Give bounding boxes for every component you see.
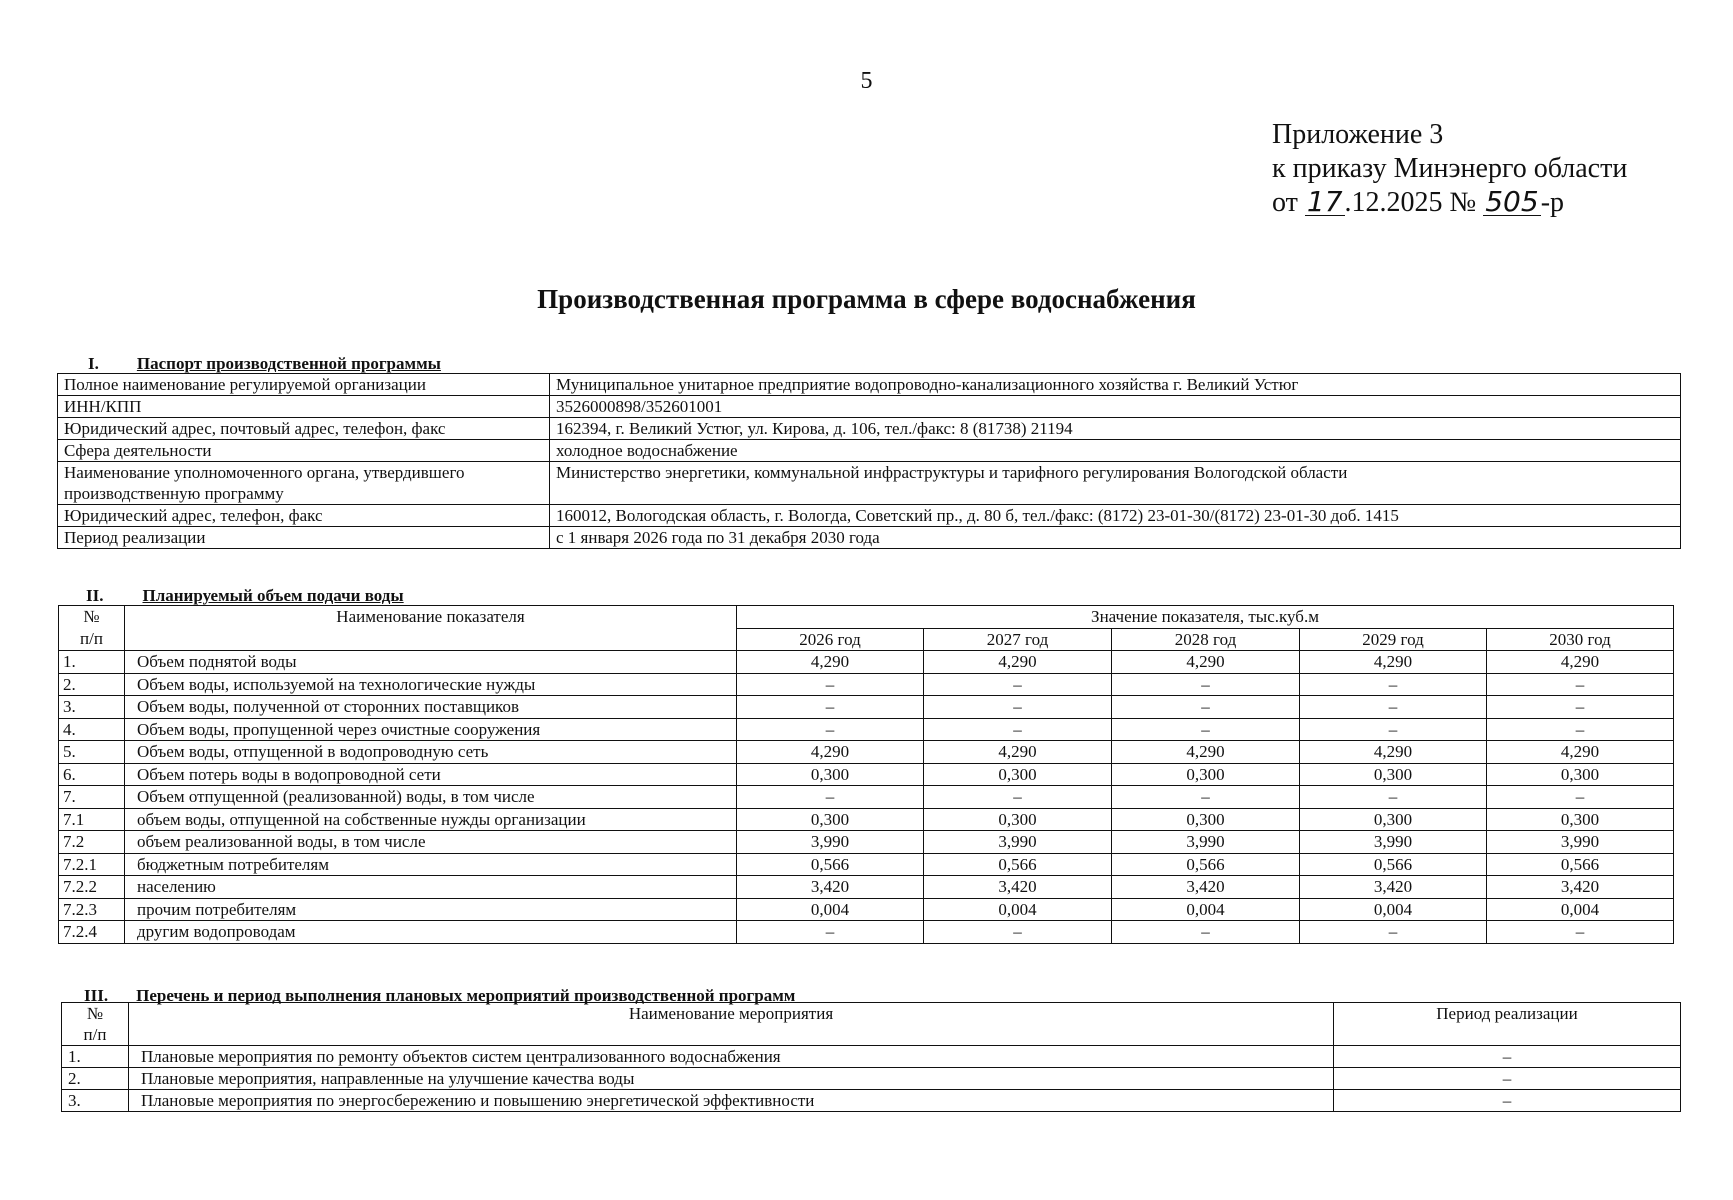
indicator-value: 3,990 — [1487, 831, 1674, 854]
page-number: 5 — [860, 68, 873, 94]
header-period: Период реализации — [1334, 1003, 1681, 1046]
activity-name: Плановые мероприятия по ремонту объектов систем централизованного водоснабжения — [129, 1046, 1334, 1068]
indicator-value: 3,420 — [737, 876, 924, 899]
indicator-name: объем реализованной воды, в том числе — [125, 831, 737, 854]
header-year: 2028 год — [1112, 628, 1300, 651]
row-number: 7. — [59, 786, 125, 809]
indicator-value: – — [1112, 921, 1300, 944]
indicator-value: 4,290 — [1487, 651, 1674, 674]
indicator-value: – — [1112, 673, 1300, 696]
indicator-value: – — [1300, 921, 1487, 944]
indicator-value: 0,300 — [1300, 763, 1487, 786]
section-2-heading — [86, 586, 404, 606]
passport-value: 3526000898/352601001 — [550, 396, 1681, 418]
table-row — [62, 1068, 1681, 1090]
passport-label: Юридический адрес, телефон, факс — [58, 505, 550, 527]
table-header-row — [62, 1003, 1681, 1046]
order-suffix: -р — [1540, 187, 1565, 218]
passport-label: Полное наименование регулируемой организации — [58, 374, 550, 396]
indicator-value: – — [737, 921, 924, 944]
table-header-row — [59, 606, 1674, 629]
indicator-value: 4,290 — [1300, 651, 1487, 674]
indicator-value: – — [1112, 786, 1300, 809]
activities-table — [61, 1002, 1681, 1112]
passport-table-body — [58, 374, 1681, 549]
table-row — [59, 651, 1674, 674]
handwritten-order-number: 505 — [1485, 185, 1539, 218]
indicator-value: 0,300 — [737, 808, 924, 831]
indicator-name: Объем воды, пропущенной через очистные сооружения — [125, 718, 737, 741]
indicator-name: населению — [125, 876, 737, 899]
indicator-value: 0,566 — [1487, 853, 1674, 876]
indicator-value: – — [1112, 718, 1300, 741]
indicator-value: 0,300 — [737, 763, 924, 786]
row-number: 7.2 — [59, 831, 125, 854]
appendix-line-1: Приложение 3 — [1272, 119, 1444, 150]
table-row — [59, 876, 1674, 899]
indicator-name: Объем отпущенной (реализованной) воды, в том числе — [125, 786, 737, 809]
row-number: 2. — [59, 673, 125, 696]
header-number-line-1: № — [86, 1004, 104, 1023]
indicator-value: 0,300 — [1487, 808, 1674, 831]
header-number-line-1: № — [83, 607, 100, 626]
table-row — [59, 898, 1674, 921]
indicator-value: 0,566 — [737, 853, 924, 876]
indicator-value: 0,004 — [737, 898, 924, 921]
table-row — [58, 396, 1681, 418]
appendix-block — [1272, 118, 1627, 220]
section-title: Планируемый объем подачи воды — [142, 586, 404, 605]
section-number: I. — [88, 354, 99, 373]
table-row — [59, 786, 1674, 809]
header-year: 2029 год — [1300, 628, 1487, 651]
indicator-value: – — [924, 718, 1112, 741]
water-volume-table-body — [59, 651, 1674, 944]
header-year: 2026 год — [737, 628, 924, 651]
passport-value: с 1 января 2026 года по 31 декабря 2030 года — [550, 527, 1681, 549]
indicator-name: Объем поднятой воды — [125, 651, 737, 674]
indicator-value: – — [924, 696, 1112, 719]
activity-name: Плановые мероприятия, направленные на улучшение качества воды — [129, 1068, 1334, 1090]
indicator-value: 0,004 — [1112, 898, 1300, 921]
header-indicator-name: Наименование показателя — [125, 606, 737, 651]
table-row — [59, 921, 1674, 944]
row-number: 7.2.4 — [59, 921, 125, 944]
table-row — [59, 696, 1674, 719]
header-number-line-2: п/п — [80, 628, 103, 648]
indicator-value: 4,290 — [1112, 741, 1300, 764]
activity-period: – — [1334, 1090, 1681, 1112]
table-row — [59, 741, 1674, 764]
row-number: 4. — [59, 718, 125, 741]
table-row — [58, 374, 1681, 396]
passport-value: 160012, Вологодская область, г. Вологда, Советский пр., д. 80 б, тел./факс: (8172) 23-01-30/(8172) 23-01-30 доб. 1415 — [550, 505, 1681, 527]
row-number: 2. — [62, 1068, 129, 1090]
passport-label: ИНН/КПП — [58, 396, 550, 418]
table-row — [59, 763, 1674, 786]
indicator-value: 0,004 — [1300, 898, 1487, 921]
activity-period: – — [1334, 1068, 1681, 1090]
header-number — [62, 1003, 129, 1046]
activity-period: – — [1334, 1046, 1681, 1068]
table-row — [59, 808, 1674, 831]
indicator-name: другим водопроводам — [125, 921, 737, 944]
section-title: Перечень и период выполнения плановых мероприятий производственной программ — [136, 986, 796, 1005]
indicator-value: 4,290 — [1487, 741, 1674, 764]
table-row — [58, 505, 1681, 527]
indicator-value: – — [1112, 696, 1300, 719]
table-row — [58, 440, 1681, 462]
indicator-value: 4,290 — [1300, 741, 1487, 764]
indicator-value: 0,300 — [924, 808, 1112, 831]
indicator-name: Объем воды, отпущенной в водопроводную сеть — [125, 741, 737, 764]
indicator-value: 4,290 — [1112, 651, 1300, 674]
table-row — [59, 673, 1674, 696]
indicator-value: – — [924, 921, 1112, 944]
row-number: 7.1 — [59, 808, 125, 831]
indicator-value: 4,290 — [924, 741, 1112, 764]
activity-name: Плановые мероприятия по энергосбережению и повышению энергетической эффективности — [129, 1090, 1334, 1112]
row-number: 3. — [62, 1090, 129, 1112]
header-indicator-value: Значение показателя, тыс.куб.м — [737, 606, 1674, 629]
indicator-value: – — [1487, 696, 1674, 719]
document-title: Производственная программа в сфере водоснабжения — [537, 284, 1196, 314]
indicator-value: 4,290 — [924, 651, 1112, 674]
indicator-value: 0,566 — [1112, 853, 1300, 876]
water-volume-table — [58, 605, 1674, 944]
indicator-name: Объем воды, используемой на технологические нужды — [125, 673, 737, 696]
row-number: 7.2.1 — [59, 853, 125, 876]
indicator-name: Объем воды, полученной от сторонних поставщиков — [125, 696, 737, 719]
row-number: 1. — [62, 1046, 129, 1068]
passport-label: Юридический адрес, почтовый адрес, телефон, факс — [58, 418, 550, 440]
handwritten-day: 17 — [1306, 185, 1343, 218]
table-row — [58, 462, 1681, 505]
indicator-value: – — [924, 673, 1112, 696]
passport-value: 162394, г. Великий Устюг, ул. Кирова, д. 106, тел./факс: 8 (81738) 21194 — [550, 418, 1681, 440]
row-number: 3. — [59, 696, 125, 719]
passport-value: холодное водоснабжение — [550, 440, 1681, 462]
table-row — [58, 527, 1681, 549]
passport-label: Наименование уполномоченного органа, утвердившего производственную программу — [58, 462, 550, 505]
indicator-value: 3,990 — [1300, 831, 1487, 854]
indicator-value: – — [1487, 921, 1674, 944]
section-title: Паспорт производственной программы — [136, 354, 441, 373]
row-number: 7.2.2 — [59, 876, 125, 899]
indicator-name: прочим потребителям — [125, 898, 737, 921]
appendix-date-line — [1272, 186, 1627, 220]
indicator-value: 0,004 — [924, 898, 1112, 921]
passport-value: Муниципальное унитарное предприятие водопроводно-канализационного хозяйства г. Великий Устюг — [550, 374, 1681, 396]
date-prefix: от — [1272, 187, 1298, 218]
section-number: II. — [86, 586, 104, 605]
header-number-line-2: п/п — [83, 1025, 107, 1044]
passport-label: Сфера деятельности — [58, 440, 550, 462]
passport-label: Период реализации — [58, 527, 550, 549]
date-rest: .12.2025 № — [1344, 187, 1477, 218]
indicator-value: 3,990 — [1112, 831, 1300, 854]
indicator-value: 3,990 — [924, 831, 1112, 854]
indicator-value: – — [737, 718, 924, 741]
section-1-heading — [88, 354, 441, 374]
header-number — [59, 606, 125, 651]
indicator-value: – — [1300, 673, 1487, 696]
indicator-value: – — [737, 696, 924, 719]
table-row — [62, 1046, 1681, 1068]
indicator-name: объем воды, отпущенной на собственные нужды организации — [125, 808, 737, 831]
indicator-value: 3,420 — [1112, 876, 1300, 899]
indicator-value: – — [1487, 786, 1674, 809]
indicator-name: Объем потерь воды в водопроводной сети — [125, 763, 737, 786]
indicator-value: – — [737, 786, 924, 809]
section-number: III. — [84, 986, 109, 1005]
indicator-value: 3,420 — [1300, 876, 1487, 899]
table-row — [59, 853, 1674, 876]
indicator-value: 3,420 — [924, 876, 1112, 899]
indicator-value: 0,300 — [1112, 763, 1300, 786]
header-year: 2030 год — [1487, 628, 1674, 651]
activities-table-body — [62, 1046, 1681, 1112]
indicator-value: 0,300 — [924, 763, 1112, 786]
indicator-value: 0,566 — [924, 853, 1112, 876]
indicator-value: 3,420 — [1487, 876, 1674, 899]
indicator-value: 4,290 — [737, 741, 924, 764]
passport-value: Министерство энергетики, коммунальной инфраструктуры и тарифного регулирования Вологодской области — [550, 462, 1681, 505]
indicator-value: 0,300 — [1487, 763, 1674, 786]
indicator-value: – — [1487, 718, 1674, 741]
indicator-value: 0,300 — [1300, 808, 1487, 831]
indicator-value: – — [1300, 696, 1487, 719]
indicator-name: бюджетным потребителям — [125, 853, 737, 876]
table-row — [59, 718, 1674, 741]
indicator-value: 3,990 — [737, 831, 924, 854]
indicator-value: – — [1300, 786, 1487, 809]
indicator-value: 0,300 — [1112, 808, 1300, 831]
passport-table — [57, 373, 1681, 549]
indicator-value: – — [1300, 718, 1487, 741]
row-number: 5. — [59, 741, 125, 764]
indicator-value: – — [924, 786, 1112, 809]
appendix-line-2: к приказу Минэнерго области — [1272, 153, 1628, 184]
header-activity-name: Наименование мероприятия — [129, 1003, 1334, 1046]
row-number: 1. — [59, 651, 125, 674]
row-number: 7.2.3 — [59, 898, 125, 921]
table-row — [59, 831, 1674, 854]
indicator-value: 0,004 — [1487, 898, 1674, 921]
indicator-value: 0,566 — [1300, 853, 1487, 876]
indicator-value: – — [737, 673, 924, 696]
table-row — [62, 1090, 1681, 1112]
indicator-value: 4,290 — [737, 651, 924, 674]
table-row — [58, 418, 1681, 440]
indicator-value: – — [1487, 673, 1674, 696]
header-year: 2027 год — [924, 628, 1112, 651]
row-number: 6. — [59, 763, 125, 786]
